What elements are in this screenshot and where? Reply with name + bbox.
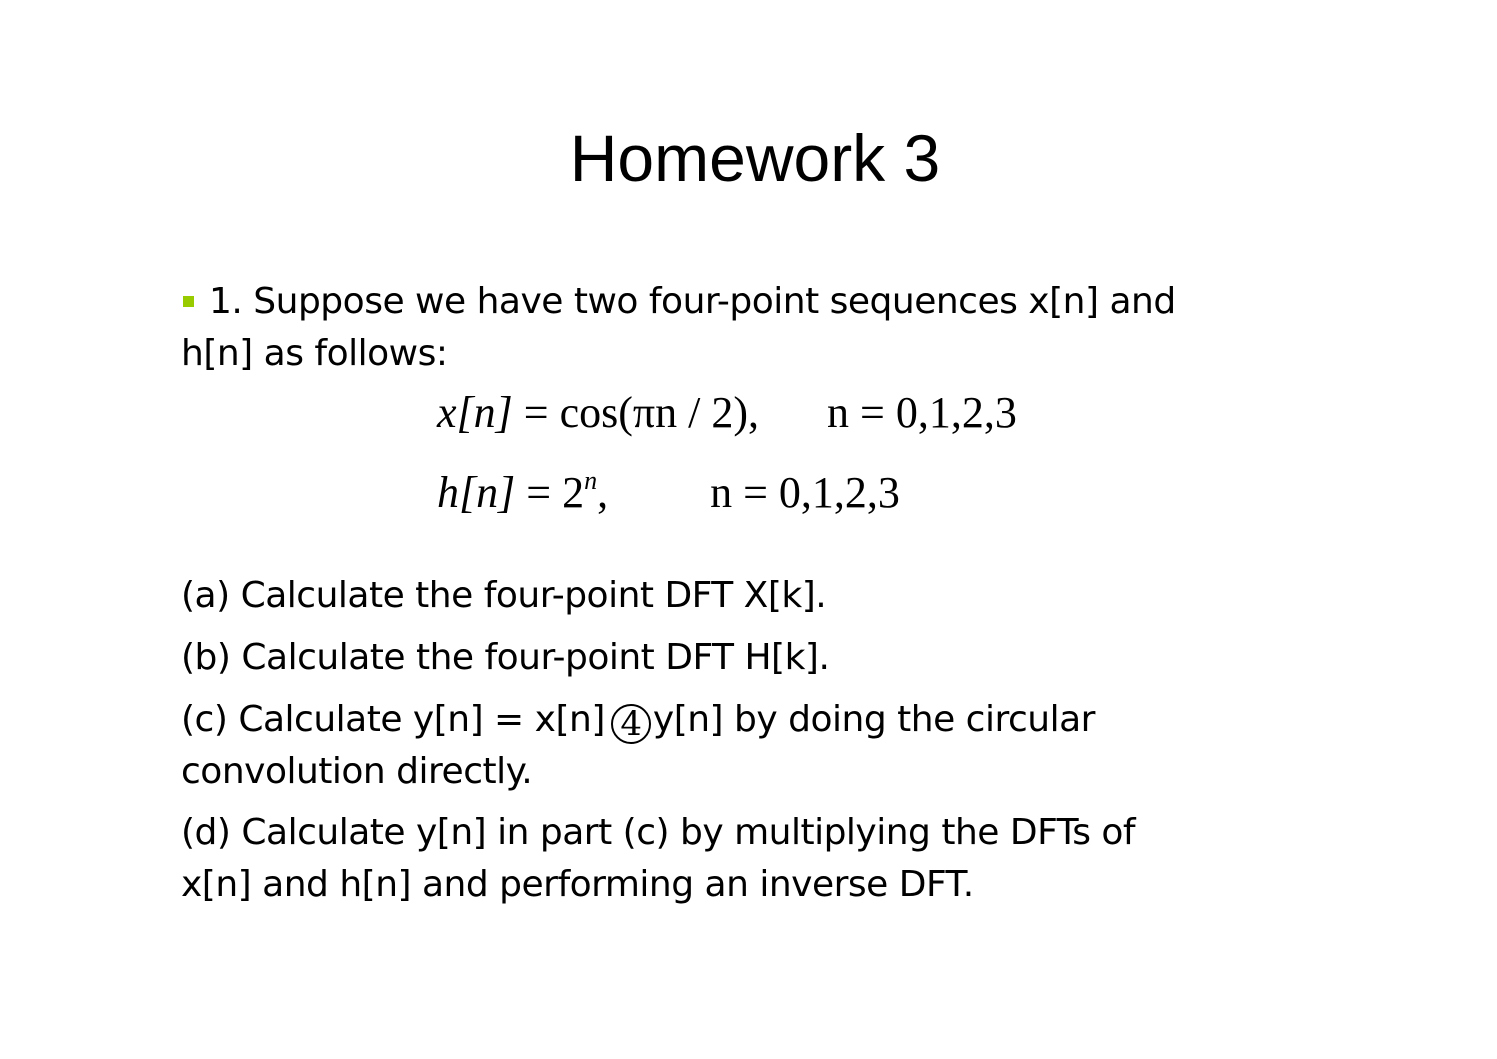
intro-line-2: h[n] as follows: (181, 333, 448, 374)
slide-title: Homework 3 (569, 121, 941, 195)
part-d-line-2: x[n] and h[n] and performing an inverse DFT. (181, 864, 974, 905)
equation-x-lhs: x[n] (437, 388, 513, 437)
part-c-post: y[n] by doing the circular (652, 699, 1095, 740)
equation-h-lhs: h[n] (437, 468, 516, 517)
equation-x-domain: n = 0,1,2,3 (827, 388, 1017, 437)
equation-h-exponent: n (584, 466, 598, 495)
equation-h-comma: , (597, 468, 609, 517)
intro-line-1: 1. Suppose we have two four-point sequences x[n] and (209, 281, 1176, 322)
problem-intro (181, 276, 1381, 380)
part-d-line-1: (d) Calculate y[n] in part (c) by multiplying the DFTs of (181, 812, 1136, 853)
equation-x-rhs: = cos(πn / 2), (523, 388, 759, 437)
equation-h-domain: n = 0,1,2,3 (710, 468, 900, 517)
part-d (181, 807, 1135, 911)
part-c (181, 694, 1095, 798)
part-a: (a) Calculate the four-point DFT X[k]. (181, 575, 827, 616)
equation-h-rhs: = 2 (526, 468, 585, 517)
part-b: (b) Calculate the four-point DFT H[k]. (181, 637, 830, 678)
circular-convolution-operator: 4 (611, 704, 651, 744)
equation-x (437, 387, 1017, 438)
bullet-square-icon (183, 296, 194, 307)
part-c-line-2: convolution directly. (181, 751, 533, 792)
part-c-pre: (c) Calculate y[n] = x[n] (181, 699, 605, 740)
equation-h (437, 466, 900, 518)
